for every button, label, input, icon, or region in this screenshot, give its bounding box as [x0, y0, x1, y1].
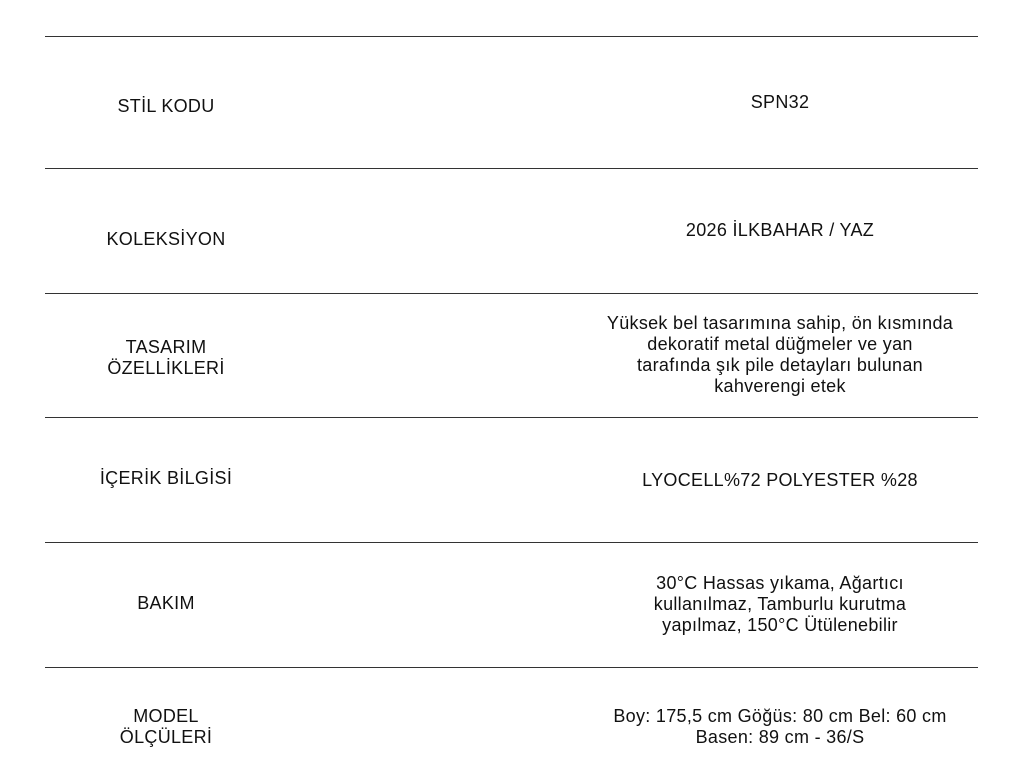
divider [45, 542, 978, 543]
row-label-model-measurements: MODEL ÖLÇÜLERİ [119, 706, 213, 747]
divider [45, 293, 978, 294]
row-value-design-features: Yüksek bel tasarımına sahip, ön kısmında dekoratif metal düğmeler ve yan tarafında şık pile detayları bulunan kahverengi etek [606, 313, 954, 396]
divider [45, 417, 978, 418]
row-value-care: 30°C Hassas yıkama, Ağartıcı kullanılmaz, Tamburlu kurutma yapılmaz, 150°C Ütülenebilir [653, 573, 907, 635]
row-value-collection: 2026 İLKBAHAR / YAZ [685, 220, 875, 240]
row-value-content-info: LYOCELL%72 POLYESTER %28 [642, 470, 918, 490]
row-label-collection: KOLEKSİYON [106, 229, 226, 249]
row-label-style-code: STİL KODU [117, 96, 215, 116]
divider [45, 667, 978, 668]
divider [45, 36, 978, 37]
row-value-style-code: SPN32 [750, 92, 810, 112]
row-label-design-features: TASARIM ÖZELLİKLERİ [107, 337, 225, 378]
row-label-care: BAKIM [137, 593, 195, 613]
divider [45, 168, 978, 169]
row-value-model-measurements: Boy: 175,5 cm Göğüs: 80 cm Bel: 60 cm Basen: 89 cm - 36/S [613, 706, 947, 747]
row-label-content-info: İÇERİK BİLGİSİ [99, 468, 233, 488]
